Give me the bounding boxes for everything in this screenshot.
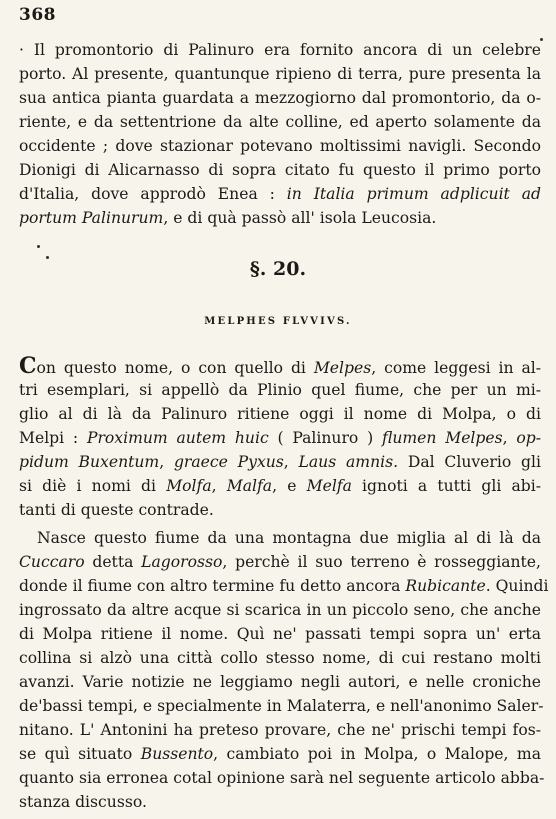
text-run: , come leggesi in al- [371,359,541,377]
text-run: ( Palinuro ) [268,429,382,447]
text-line: stanza discusso. [19,793,147,811]
italic-run: Bussento [140,745,214,763]
italic-run: flumen Melpes [381,429,503,447]
text-run: , perchè il suo terreno è rosseggiante, [222,553,541,571]
ink-speck [37,245,40,248]
text-run: detta [84,553,142,571]
text-run: , e [272,477,307,495]
text-line: glio al di là da Palinuro ritiene oggi il nome di Molpa, o di [19,405,541,423]
text-run: , cambiato poi in Molpa, o Malope, ma [213,745,541,763]
text-line: di Molpa ritiene il nome. Quì ne' passati tempi sopra un' erta [19,625,541,643]
text-line: nitano. L' Antonini ha preteso provare, che ne' prischi tempi fos- [19,721,541,739]
italic-run: Melfa [306,477,352,495]
italic-run: graece Pyxus [173,453,284,471]
text-line: riente, e da settentrione da alte colline, ed aperto solamente da [19,113,541,131]
text-line: collina si alzò una città collo stesso nome, di cui restano molti [19,649,541,667]
italic-run: Malfa [226,477,273,495]
text-line: tanti di queste contrade. [19,501,214,519]
text-line: porto. Al presente, quantunque ripieno di terra, pure presenta la [19,65,541,83]
latin-quote: in Italia primum adplicuit ad [286,185,541,203]
text-line [19,182,541,206]
text-line [19,550,541,574]
italic-run: Proximum autem huic [86,429,269,447]
text-line: sua antica pianta guardata a mezzogiorno dal promontorio, da o- [19,89,541,107]
text-line: de'bassi tempi, e specialmente in Malaterra, e nell'anonimo Saler- [19,697,544,715]
text-line: Nasce questo fiume da una montagna due miglia al di là da [37,529,541,547]
text-run: si diè i nomi di [19,477,167,495]
text-line: quanto sia erronea cotal opinione sarà nel seguente articolo abba- [19,769,545,787]
text-run: , [283,453,299,471]
text-run: . Quindi [485,577,549,595]
italic-run: op- [516,429,541,447]
section-heading: MELPHES FLVVIVS. [204,316,352,327]
page-number: 368 [19,5,56,25]
text-run: , e di quà passò all' isola Leucosia. [163,209,437,227]
text-line [19,474,541,498]
text-run: d'Italia, dove approdò Enea : [19,185,287,203]
section-number: §. 20. [249,258,307,280]
text-line: · Il promontorio di Palinuro era fornito ancora di un celebre [19,41,541,59]
text-run: on questo nome, o con quello di [36,359,314,377]
text-line: occidente ; dove stazionar potevano moltissimi navigli. Secondo [19,137,541,155]
text-line [19,574,549,598]
text-line [19,742,541,766]
text-line: tri esemplari, si appellò da Plinio quel fiume, che per un mi- [19,381,541,399]
text-run: Dal Cluverio gli [398,453,541,471]
text-line [19,450,541,474]
italic-run: Rubicante [405,577,486,595]
text-line: ingrossato da altre acque si scarica in un piccolo seno, che anche [19,601,541,619]
italic-run: Cuccaro [19,553,85,571]
text-line: Dionigi di Alicarnasso di sopra citato fu questo il primo porto [19,161,541,179]
italic-run: pidum Buxentum [19,453,160,471]
drop-capital: C [19,353,37,379]
italic-run: Laus amnis. [298,453,399,471]
text-line [19,426,541,450]
text-run: , [159,453,174,471]
text-run: donde il fiume con altro termine fu detto ancora [19,577,406,595]
text-run: ignoti a tutti gli abi- [351,477,542,495]
text-run: se quì situato [19,745,141,763]
italic-run: Lagorosso [141,553,223,571]
text-run: , [211,477,227,495]
text-run: Melpi : [19,429,87,447]
italic-run: Molfa [166,477,212,495]
text-line [19,206,541,230]
text-line [19,354,541,380]
italic-run: Melpes [313,359,372,377]
latin-quote: portum Palinurum [19,209,164,227]
text-line: avanzi. Varie notizie ne leggiamo negli autori, e nelle croniche [19,673,541,691]
text-run: , [502,429,517,447]
